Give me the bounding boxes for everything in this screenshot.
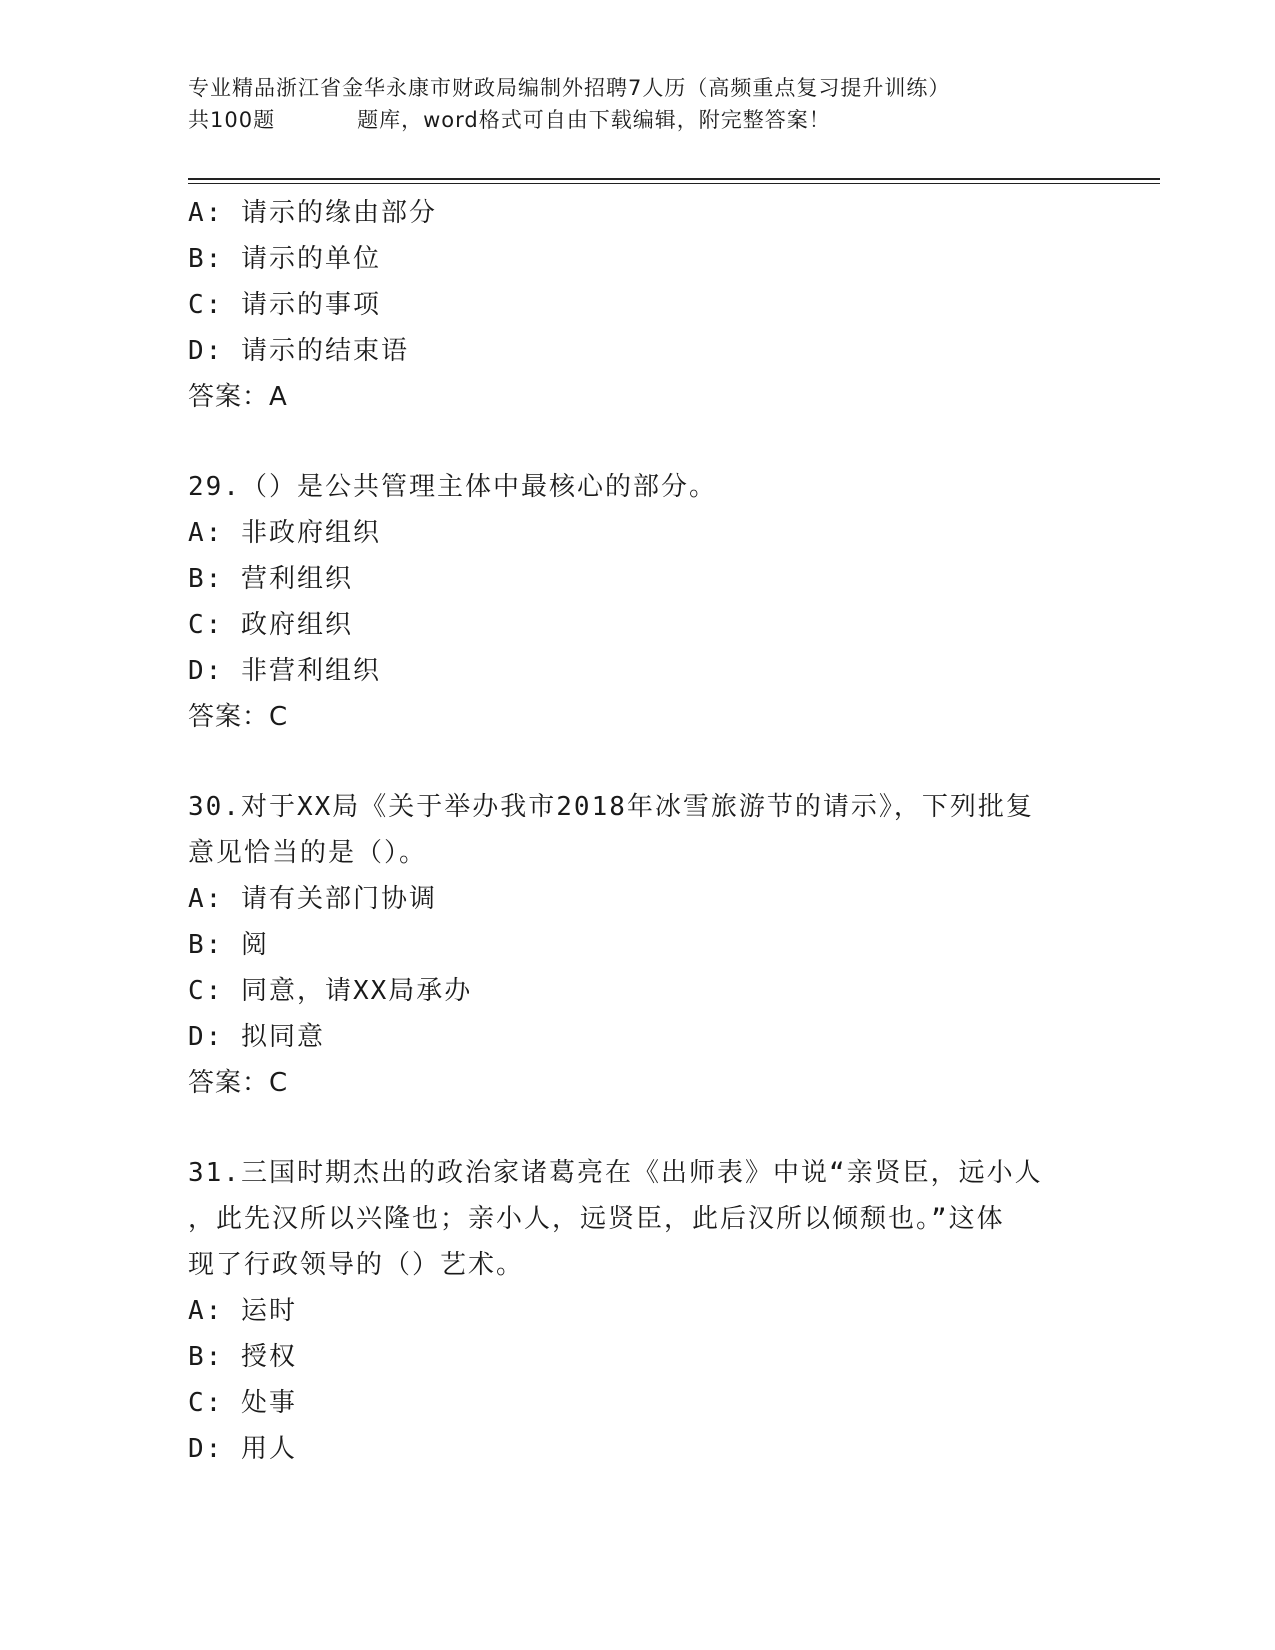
question-28 [188,190,1088,420]
header-description: 题库，word格式可自由下载编辑，附完整答案！ [357,108,831,132]
option-b: B: 授权 [188,1342,297,1372]
option-c: C: 同意，请XX局承办 [188,976,473,1006]
question-stem-cont: 意见恰当的是（）。 [188,838,428,868]
option-b: B: 阅 [188,930,269,960]
header-divider-thin [188,183,1160,184]
option-b: B: 营利组织 [188,564,353,594]
question-stem: 29.（）是公共管理主体中最核心的部分。 [188,472,717,502]
option-d: D: 请示的结束语 [188,336,409,366]
option-a: A: 运时 [188,1296,297,1326]
question-stem-cont: ，此先汉所以兴隆也；亲小人，远贤臣，此后汉所以倾颓也。”这体 [188,1204,1005,1234]
option-d: D: 用人 [188,1434,297,1464]
header-divider-thick [188,178,1160,180]
option-d: D: 拟同意 [188,1022,325,1052]
document-header [188,72,1088,136]
question-30 [188,784,1088,1106]
question-stem-cont: 现了行政领导的（）艺术。 [188,1250,525,1280]
question-29 [188,464,1088,740]
question-stem: 31.三国时期杰出的政治家诸葛亮在《出师表》中说“亲贤臣，远小人 [188,1158,1043,1188]
question-31 [188,1150,1088,1472]
header-question-count: 共100题 [188,108,276,132]
question-list [188,190,1088,1472]
option-d: D: 非营利组织 [188,656,381,686]
option-a: A: 请有关部门协调 [188,884,437,914]
option-c: C: 政府组织 [188,610,353,640]
header-title-line2 [188,104,1088,136]
option-b: B: 请示的单位 [188,244,381,274]
header-title-line1: 专业精品浙江省金华永康市财政局编制外招聘7人历（高频重点复习提升训练） [188,76,951,100]
option-c: C: 请示的事项 [188,290,381,320]
answer-line: 答案：A [188,382,288,412]
answer-line: 答案：C [188,1068,289,1098]
question-stem: 30.对于XX局《关于举办我市2018年冰雪旅游节的请示》，下列批复 [188,792,1034,822]
option-c: C: 处事 [188,1388,297,1418]
option-a: A: 非政府组织 [188,518,381,548]
option-a: A: 请示的缘由部分 [188,198,437,228]
answer-line: 答案：C [188,702,289,732]
